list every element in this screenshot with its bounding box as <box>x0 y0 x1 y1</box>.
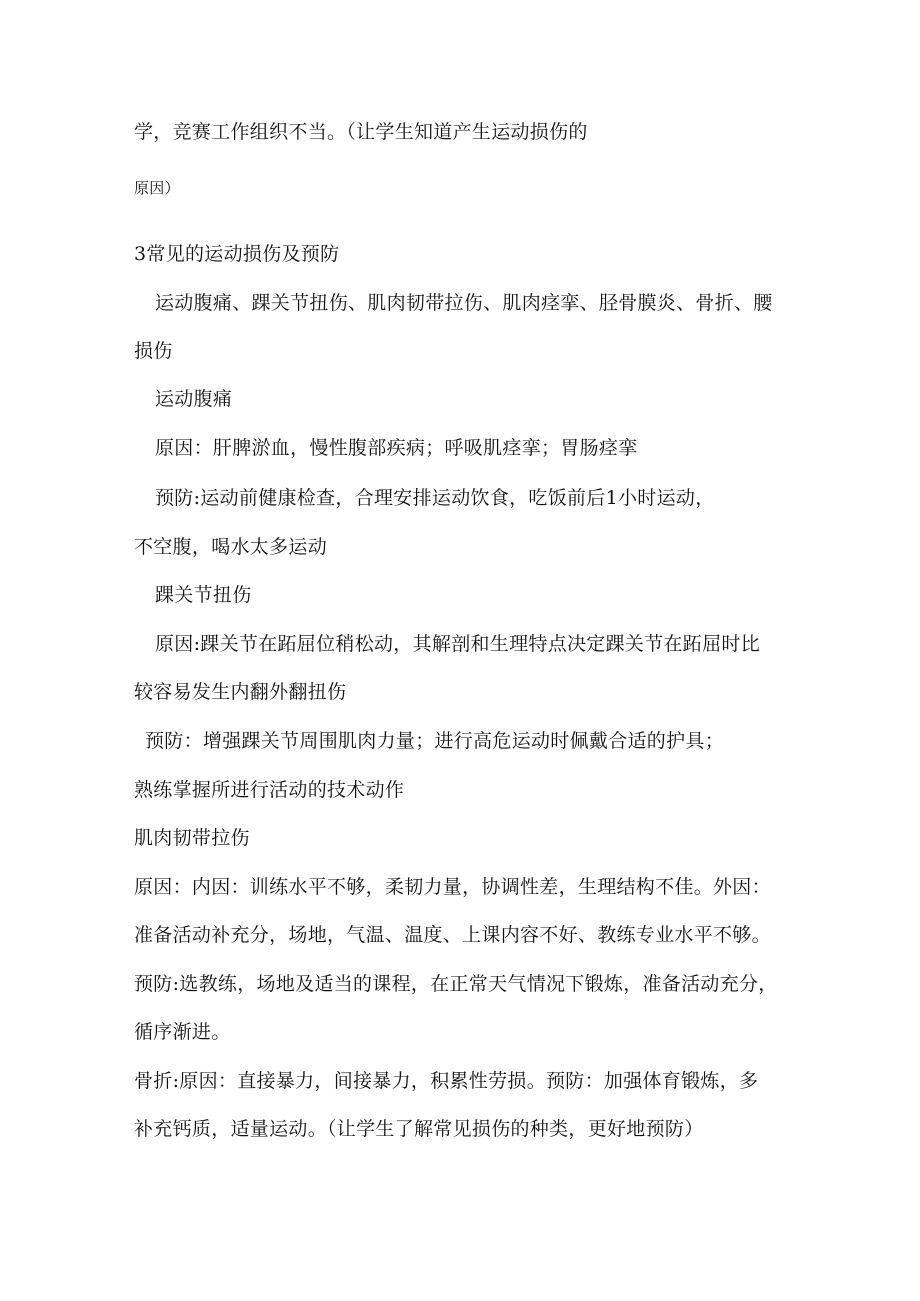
paragraph-line: 原因） <box>134 179 180 197</box>
subheading: 运动腹痛 <box>155 388 233 410</box>
subheading: 踝关节扭伤 <box>155 584 252 606</box>
paragraph-line: 预防：增强踝关节周围肌肉力量；进行高危运动时佩戴合适的护具； <box>145 730 725 752</box>
section-heading: 3常见的运动损伤及预防 <box>134 243 340 265</box>
paragraph-line: 准备活动补充分，场地，气温、温度、上课内容不好、教练专业水平不够。 <box>134 924 771 946</box>
paragraph-line: 熟练掌握所进行活动的技术动作 <box>134 779 405 801</box>
paragraph-line: 不空腹，喝水太多运动 <box>134 536 328 558</box>
paragraph-line: 原因：肝脾淤血，慢性腹部疾病；呼吸肌痉挛；胃肠痉挛 <box>155 437 638 459</box>
paragraph-line: 循序渐进。 <box>134 1021 231 1043</box>
paragraph-line: 运动腹痛、踝关节扭伤、肌肉韧带拉伤、肌肉痉挛、胫骨膜炎、骨折、腰 <box>155 292 773 314</box>
paragraph-line: 学，竞赛工作组织不当。（让学生知道产生运动损伤的 <box>134 121 588 143</box>
paragraph-line: 较容易发生内翻外翻扭伤 <box>134 681 347 703</box>
paragraph-line: 损伤 <box>134 340 173 362</box>
subheading: 肌肉韧带拉伤 <box>134 827 250 849</box>
paragraph-line: 预防:运动前健康检查，合理安排运动饮食，吃饭前后1小时运动， <box>155 487 715 509</box>
paragraph-line: 原因：内因：训练水平不够，柔韧力量，协调性差，生理结构不佳。外因： <box>134 876 771 898</box>
paragraph-line: 骨折:原因：直接暴力，间接暴力，积累性劳损。预防：加强体育锻炼，多 <box>134 1070 759 1092</box>
paragraph-line: 预防:选教练，场地及适当的课程，在正常天气情况下锻炼，准备活动充分， <box>134 973 778 995</box>
paragraph-line: 补充钙质，适量运动。（让学生了解常见损伤的种类，更好地预防） <box>134 1118 704 1140</box>
paragraph-line: 原因:踝关节在跖屈位稍松动，其解剖和生理特点决定踝关节在跖屈时比 <box>155 633 761 655</box>
